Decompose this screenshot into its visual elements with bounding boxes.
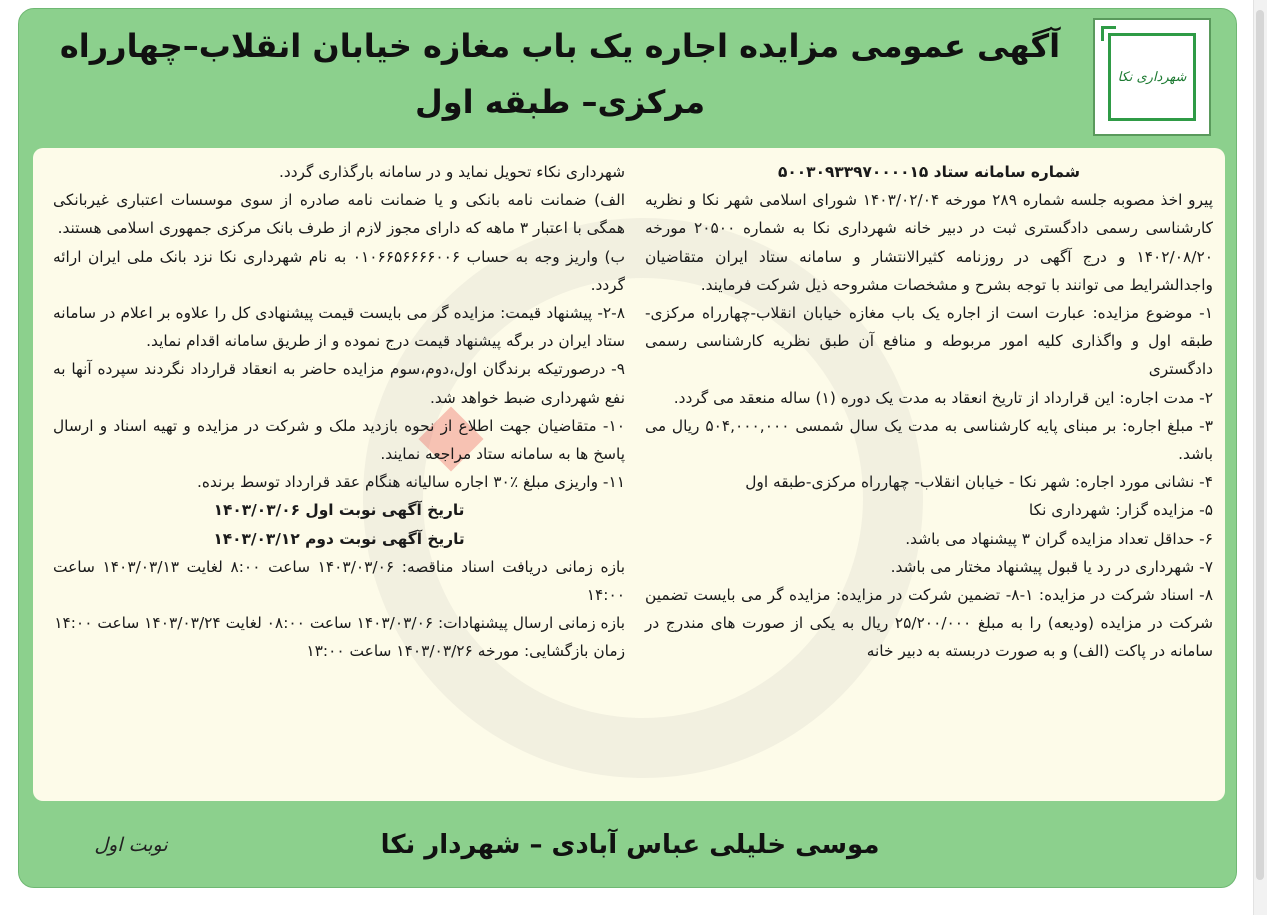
guarantee-option-b: ب) واریز وجه به حساب ۰۱۰۶۶۵۶۶۶۶۰۰۶ به نام شهرداری نکا نزد بانک ملی ایران ارائه گردد. xyxy=(53,247,625,294)
item-6-minimum-bidders: ۶- حداقل تعداد مزایده گران ۳ پیشنهاد می باشد. xyxy=(905,529,1213,548)
proposal-submission-period: بازه زمانی ارسال پیشنهادات: ۱۴۰۳/۰۳/۰۶ ساعت ۰۸:۰۰ لغایت ۱۴۰۳/۰۳/۲۴ ساعت ۱۴:۰۰ xyxy=(54,614,625,633)
intro-paragraph: پیرو اخذ مصوبه جلسه شماره ۲۸۹ مورخه ۱۴۰۳/۰۲/۰۴ شورای اسلامی شهر نکا و نظریه کارشناسی رسمی دادگستری ثبت در دبیر خانه شهرداری نکا به شماره ۲۰۵۰۰ مورخه ۱۴۰۲/۰۸/۲۰ و درج آگهی در روزنامه کثیرالانتشار و سامانه ستاد ایران متقاضیان واجدالشرایط می توانند با توجه بشرح و مشخصات مشروحه ذیل شرکت فرمایند. xyxy=(645,191,1214,294)
item-9-forfeit: ۹- درصورتیکه برندگان اول،دوم،سوم مزایده حاضر به انعقاد قرارداد نگردند سپرده آنها به نفع شهرداری ضبط خواهد شد. xyxy=(53,360,625,407)
municipality-logo xyxy=(1093,18,1211,136)
guarantee-option-a: الف) ضمانت نامه بانکی و یا ضمانت نامه صادره از سوی موسسات اعتباری غیربانکی همگی با اعتبار ۳ ماهه که دارای مجوز لازم از طرف بانک مرکزی جمهوری اسلامی هستند. xyxy=(53,191,625,238)
right-column xyxy=(645,158,1213,666)
item-7-discretion: ۷- شهرداری در رد یا قبول پیشنهاد مختار می باشد. xyxy=(890,557,1213,576)
item-8-2-price-offer: ۲-۸- پیشنهاد قیمت: مزایده گر می بایست قیمت پیشنهادی کل را علاوه بر اعلام در سامانه ستاد ایران در برگه پیشنهاد قیمت درج نموده و از طریق سامانه اقدام نماید. xyxy=(53,304,625,351)
item-1-subject: ۱- موضوع مزایده: عبارت است از اجاره یک باب مغازه خیابان انقلاب-چهارراه مرکزی-طبقه اول و واگذاری کلیه امور مربوطه و منافع آن طبق نظریه کارشناسی رسمی دادگستری xyxy=(645,304,1213,379)
vertical-scrollbar[interactable] xyxy=(1253,0,1267,915)
logo-text: شهرداری نکا xyxy=(1117,69,1187,85)
opening-time: زمان بازگشایی: مورخه ۱۴۰۳/۰۳/۲۶ ساعت ۱۳:۰۰ xyxy=(306,642,625,661)
item-10-inquiry: ۱۰- متقاضیان جهت اطلاع از نحوه بازدید ملک و شرکت در مزایده و تهیه اسناد و ارسال پاسخ ها به سامانه ستاد مراجعه نمایند. xyxy=(53,416,625,464)
left-column xyxy=(53,158,625,666)
delivery-note: شهرداری نکاء تحویل نماید و در سامانه بارگذاری گردد. xyxy=(278,163,625,181)
publication-round-stamp: نوبت اول xyxy=(94,834,168,856)
logo-corner-ornament xyxy=(1101,26,1116,41)
item-5-organizer: ۵- مزایده گزار: شهرداری نکا xyxy=(1028,501,1213,520)
item-8-documents: ۸- اسناد شرکت در مزایده: ۱-۸- تضمین شرکت در مزایده: مزایده گر می بایست تضمین شرکت در مزایده (ودیعه) را به مبلغ ۲۵/۲۰۰/۰۰۰ ریال به یکی از صورت های مندرج در سامانه در پاکت (الف) و به صورت دربسته به دبیر خانه xyxy=(645,586,1214,661)
second-publication-date: تاریخ آگهی نوبت دوم ۱۴۰۳/۰۳/۱۲ xyxy=(213,529,465,548)
announcement-title: آگهی عمومی مزایده اجاره یک باب مغازه خیابان انقلاب–چهارراه مرکزی– طبقه اول xyxy=(59,27,1061,121)
system-number: شماره سامانه ستاد ۵۰۰۳۰۹۳۳۹۷۰۰۰۰۱۵ xyxy=(778,163,1080,181)
item-2-duration: ۲- مدت اجاره: این قرارداد از تاریخ انعقاد به مدت یک دوره (۱) ساله منعقد می گردد. xyxy=(673,388,1213,407)
document-receipt-period: بازه زمانی دریافت اسناد مناقصه: ۱۴۰۳/۰۳/۰۶ ساعت ۸:۰۰ لغایت ۱۴۰۳/۰۳/۱۳ ساعت ۱۴:۰۰ xyxy=(53,557,626,605)
announcement-footer xyxy=(40,815,1220,877)
item-4-address: ۴- نشانی مورد اجاره: شهر نکا - خیابان انقلاب- چهارراه مرکزی-طبقه اول xyxy=(745,473,1213,492)
item-3-amount: ۳- مبلغ اجاره: بر مبنای پایه کارشناسی به مدت یک سال شمسی ۵۰۴,۰۰۰,۰۰۰ ریال می باشد. xyxy=(645,416,1213,464)
first-publication-date: تاریخ آگهی نوبت اول ۱۴۰۳/۰۳/۰۶ xyxy=(213,501,465,520)
scrollbar-thumb[interactable] xyxy=(1256,10,1264,880)
announcement-body xyxy=(33,148,1225,801)
logo-border xyxy=(1108,33,1196,121)
mayor-signature: موسی خلیلی عباس آبادی – شهردار نکا xyxy=(380,830,880,860)
item-11-payment: ۱۱- واریزی مبلغ ٪۳۰ اجاره سالیانه هنگام عقد قرارداد توسط برنده. xyxy=(197,473,625,492)
